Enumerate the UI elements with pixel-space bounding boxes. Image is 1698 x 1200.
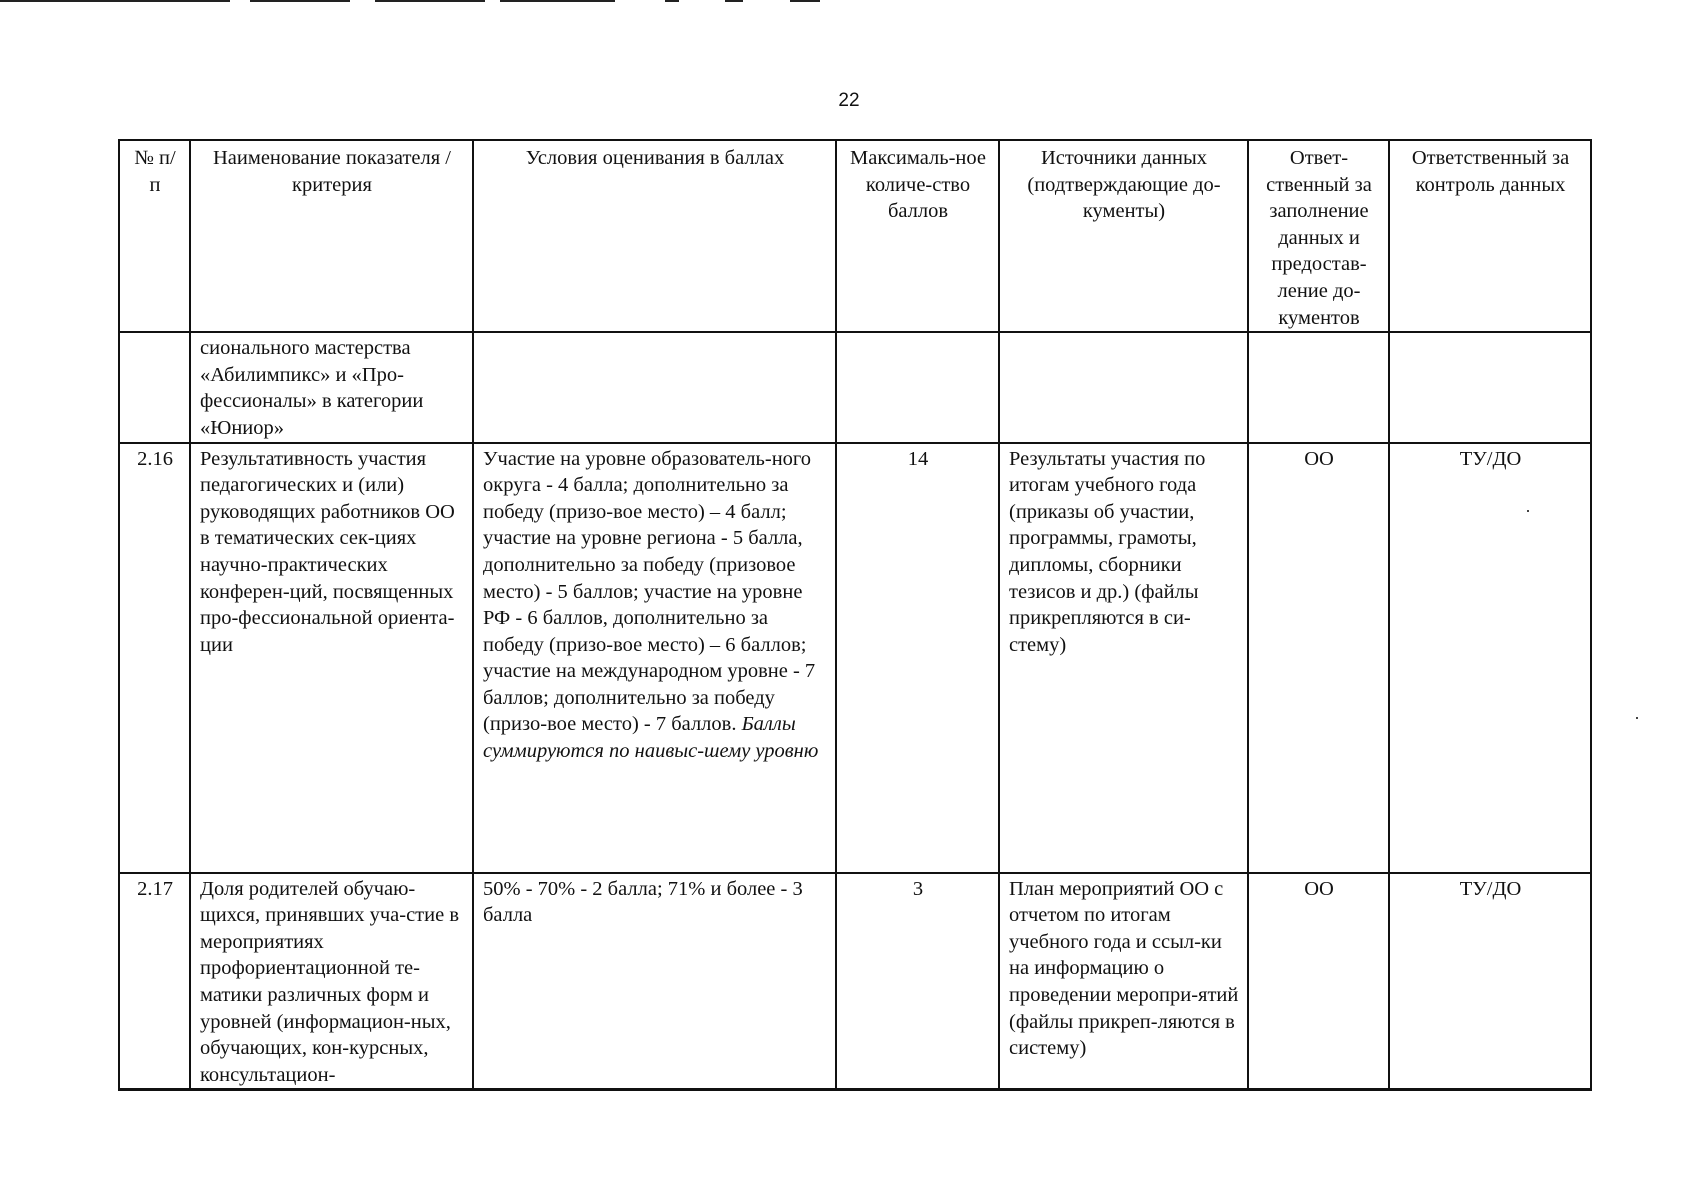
row-num: 2.16	[119, 443, 190, 873]
row-num: 2.17	[119, 873, 190, 1090]
header-max-points: Максималь-ное количе-ство баллов	[836, 140, 999, 332]
header-num: № п/п	[119, 140, 190, 332]
conditions-text: 50% - 70% - 2 балла; 71% и более - 3 балла	[483, 877, 803, 927]
row-responsible-control: ТУ/ДО	[1389, 443, 1591, 873]
scan-artifact-line	[665, 0, 679, 2]
row-responsible-fill: ОО	[1248, 873, 1389, 1090]
row-sources: План мероприятий ОО с отчетом по итогам учебного года и ссыл-ки на информацию о проведении меропри-ятий (файлы прикреп-ляются в систему)	[999, 873, 1248, 1090]
header-conditions: Условия оценивания в баллах	[473, 140, 836, 332]
row-responsible-control	[1389, 332, 1591, 442]
conditions-text: Участие на уровне образователь-ного округа - 4 балла; дополнительно за победу (призо-вое место) – 4 балл; участие на уровне региона - 5 балла, дополнительно за победу (призовое место) - 5 баллов; участие на уровне РФ - 6 баллов, дополнительно за победу (призо-вое место) – 6 баллов; участие на международном уровне - 7 баллов; дополнительно за победу (призо-вое место) - 7 баллов.	[483, 447, 816, 736]
table-row	[119, 873, 1591, 1090]
row-conditions	[473, 332, 836, 442]
header-responsible-control: Ответственный за контроль данных	[1389, 140, 1591, 332]
row-conditions	[473, 873, 836, 1090]
table-header-row	[119, 140, 1591, 332]
row-name: Доля родителей обучаю-щихся, принявших уча-стие в мероприятиях профориентационной те-матики различных форм и уровней (информацион-ных, обучающих, кон-курсных, консультацион-	[190, 873, 473, 1090]
scan-artifact-line	[725, 0, 743, 2]
row-conditions	[473, 443, 836, 873]
table-row	[119, 332, 1591, 442]
scan-artifact-line	[790, 0, 820, 2]
scan-artifact-line	[250, 0, 350, 2]
row-max-points: 3	[836, 873, 999, 1090]
scan-artifact-line	[0, 0, 230, 2]
header-name: Наименование показателя / критерия	[190, 140, 473, 332]
row-name: Результативность участия педагогических и (или) руководящих работников ОО в тематических сек-циях научно-практических конферен-ций, посвященных про-фессиональной ориента-ции	[190, 443, 473, 873]
row-max-points: 14	[836, 443, 999, 873]
scan-speck	[1636, 717, 1638, 719]
scan-speck	[1527, 510, 1529, 512]
row-sources: Результаты участия по итогам учебного года (приказы об участии, программы, грамоты, дипломы, сборники тезисов и др.) (файлы прикрепляются в си-стему)	[999, 443, 1248, 873]
scan-artifact-line	[500, 0, 615, 2]
row-responsible-fill: ОО	[1248, 443, 1389, 873]
header-sources: Источники данных (подтверждающие до-кументы)	[999, 140, 1248, 332]
row-num	[119, 332, 190, 442]
row-responsible-control: ТУ/ДО	[1389, 873, 1591, 1090]
page-number: 22	[838, 90, 860, 111]
row-sources	[999, 332, 1248, 442]
row-max-points	[836, 332, 999, 442]
conditions-note: Баллы суммируются по наивыс-шему уровню	[483, 713, 819, 763]
scan-artifact-line	[375, 0, 485, 2]
table-row	[119, 443, 1591, 873]
row-name: сионального мастерства «Абилимпикс» и «Про-фессионалы» в категории «Юниор»	[190, 332, 473, 442]
row-responsible-fill	[1248, 332, 1389, 442]
criteria-table	[118, 139, 1592, 1091]
header-responsible-fill: Ответ-ственный за заполнение данных и предостав-ление до-кументов	[1248, 140, 1389, 332]
